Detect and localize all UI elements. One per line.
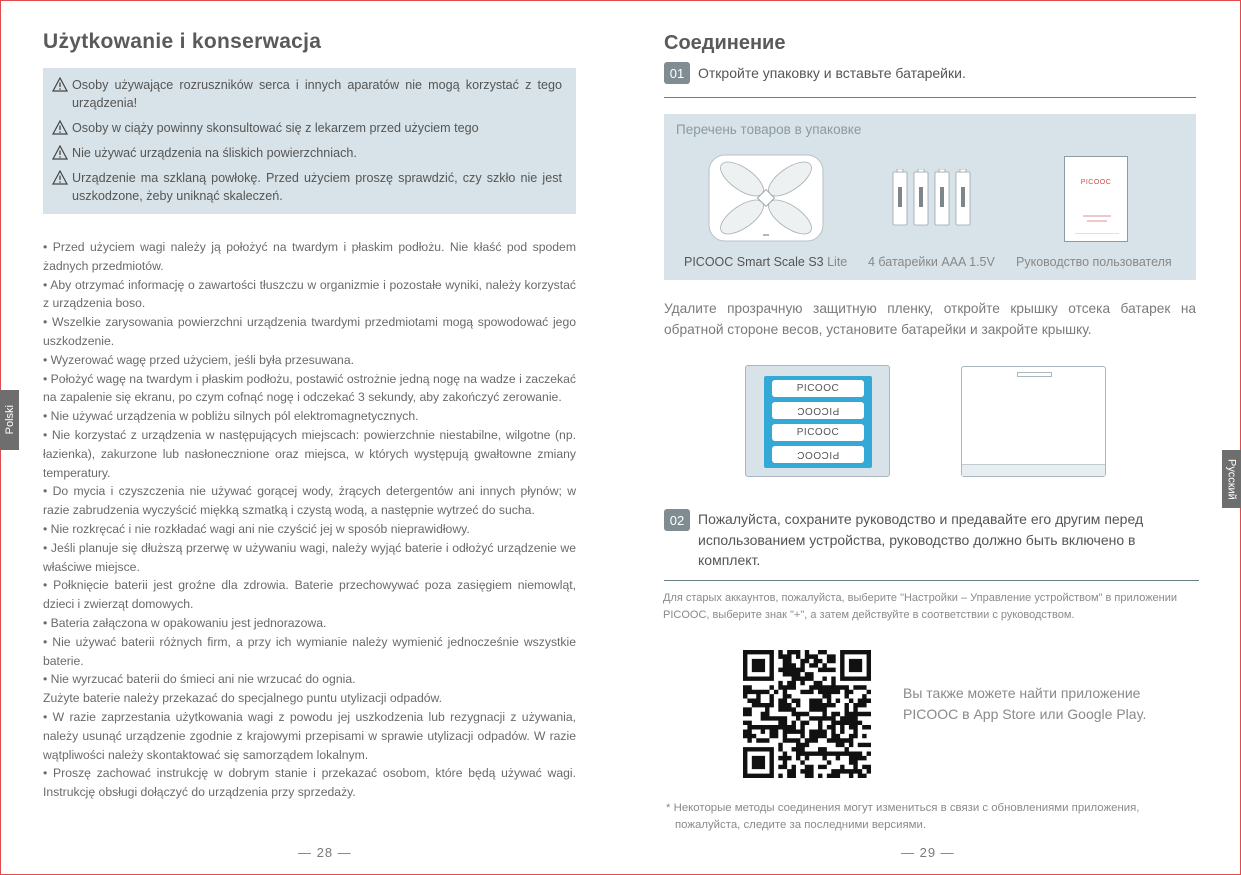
scale-back-closed-figure (961, 366, 1106, 477)
item-manual-label: Руководство пользователя (1016, 255, 1172, 269)
page-number-left: — 28 — (298, 845, 352, 860)
manual-text-line (1087, 220, 1107, 222)
step-1 (664, 62, 966, 84)
battery: PICOOC (772, 446, 864, 463)
step-2 (664, 509, 1196, 571)
list-item: • Nie używać baterii różnych firm, a przy ich wymianie należy wymienić jednocześnie wszystkie baterie. (43, 634, 576, 668)
list-item: • Nie korzystać z urządzenia w następujących miejscach: powierzchnie niestabilne, wilgotne (np. łazienka), zakurzone lub nasłonecznione oraz miejsca, w których występują gwałtowne zmiany temperatury. (43, 427, 576, 480)
manual-text-line (1083, 215, 1111, 217)
list-item: • W razie zaprzestania użytkowania wagi z powodu jej uszkodzenia lub rezygnacji z używania, należy usunąć urządzenie zgodnie z krajowymi przepisami w sprawie utylizacji odpadów. W razie wątpliwości należy skontaktować się samorządem lokalnym. (43, 709, 576, 762)
step-text: Пожалуйста, сохраните руководство и предавайте его другим перед использованием устройства, руководство должно быть включено в комплект. (698, 511, 1144, 568)
page-number-right: — 29 — (901, 845, 955, 860)
footnote: * Некоторые методы соединения могут измениться в связи с обновлениями приложения, пожалуйста, следите за последними версиями. (666, 802, 1140, 831)
language-tab-polish[interactable]: Polski (0, 390, 19, 450)
divider (664, 580, 1199, 581)
app-qr-code[interactable] (743, 650, 871, 778)
cover-latch (1017, 372, 1052, 377)
batteries-image (892, 169, 974, 227)
list-item: • Aby otrzymać informację o zawartości tłuszczu w organizmie i pozostałe wyniki, należy korzystać z urządzenia boso. (43, 277, 576, 311)
manual-logo: PICOOC (1080, 179, 1112, 186)
warning-item: Osoby używające rozruszników serca i innych aparatów nie mogą korzystać z tego urządzenia! (51, 76, 562, 112)
warning-item: Osoby w ciąży powinny skonsultować się z lekarzem przed użyciem tego (51, 119, 562, 137)
smart-scale-image (708, 154, 824, 242)
care-instructions-list (43, 238, 576, 802)
item-batteries-label: 4 батарейки AAA 1.5V (868, 255, 995, 269)
user-manual-image (1064, 156, 1128, 242)
list-item: Zużyte baterie należy przekazać do specjalnego puntu utylizacji odpadów. (43, 691, 443, 706)
divider (664, 97, 1196, 98)
scale-base-edge (962, 464, 1105, 476)
warning-triangle-icon (51, 120, 69, 135)
list-item: • Położyć wagę na twardym i płaskim podłożu, postawić ostrożnie jedną nogę na wadze i zaczekać na zapalenie się ekranu, po czym cofnąć nogę i odczekać 3 sekundy, aby zakończyć zerowanie. (43, 371, 576, 405)
page-title-russian: Соединение (664, 32, 786, 54)
step-number-badge: 02 (664, 509, 690, 531)
step-number-badge: 01 (664, 62, 690, 84)
list-item: • Przed użyciem wagi należy ją położyć na twardym i płaskim podłożu. Nie kłaść pod spodem żadnych przedmiotów. (43, 240, 576, 273)
page-title-polish: Użytkowanie i konserwacja (43, 30, 322, 53)
list-item: • Nie używać urządzenia w pobliżu silnych pól elektromagnetycznych. (43, 409, 419, 424)
old-account-note: Для старых аккаунтов, пожалуйста, выберите "Настройки – Управление устройством" в приложении PICOOC, выберите знак "+", а затем действуйте в соответствии с руководством. (663, 592, 1178, 621)
manual-text-line (1075, 233, 1119, 234)
list-item: • Proszę zachować instrukcję w dobrym stanie i przekazać osobom, które będą używać wagi. Instrukcję obsługi dołączyć do urządzenia przy sprzedaży. (43, 766, 576, 800)
battery: PICOOC (772, 424, 864, 441)
warning-triangle-icon (51, 170, 69, 185)
list-item: • Wyzerować wagę przed użyciem, jeśli była przesuwana. (43, 352, 355, 367)
package-contents-box (664, 114, 1196, 280)
battery: PICOOC (772, 380, 864, 397)
warning-triangle-icon (51, 145, 69, 160)
battery-compartment-figure (745, 365, 890, 477)
list-item: • Połknięcie baterii jest groźne dla zdrowia. Baterie przechowywać poza zasięgiem niemowląt, dzieci i zwierząt domowych. (43, 578, 576, 612)
package-contents-title: Перечень товаров в упаковке (676, 122, 862, 137)
battery-instruction: Удалите прозрачную защитную пленку, откройте крышку отсека батарек на обратной стороне весов, установите батарейки и закройте крышку. (664, 301, 1196, 337)
list-item: • Do mycia i czyszczenia nie używać gorącej wody, żrących detergentów ani innych płynów; w razie zabrudzenia wyczyścić miękką szmatką i czystą wodą, a następnie wytrzeć do sucha. (43, 484, 576, 518)
language-tab-russian[interactable]: Русский (1222, 450, 1241, 508)
item-scale-label: PICOOC Smart Scale S3 Lite (684, 255, 848, 269)
app-store-text: Вы также можете найти приложение PICOOC в App Store или Google Play. (903, 685, 1147, 722)
list-item: • Jeśli planuje się dłuższą przerwę w używaniu wagi, należy wyjąć baterie i odłożyć urządzenie we właściwe miejsce. (43, 540, 576, 574)
battery-tray (764, 376, 872, 468)
warning-box (43, 68, 576, 214)
battery: PICOOC (772, 402, 864, 419)
qr-modules (743, 650, 871, 778)
warning-item: Urządzenie ma szklaną powłokę. Przed użyciem proszę sprawdzić, czy szkło nie jest uszkodzone, żeby uniknąć skaleczeń. (51, 169, 562, 205)
list-item: • Nie rozkręcać i nie rozkładać wagi ani nie czyścić jej w sposób nieprawidłowy. (43, 521, 470, 536)
step-text: Откройте упаковку и вставьте батарейки. (698, 65, 966, 81)
warning-item: Nie używać urządzenia na śliskich powierzchniach. (51, 144, 562, 162)
list-item: • Wszelkie zarysowania powierzchni urządzenia twardymi przedmiotami mogą spowodować jego uszkodzenie. (43, 315, 576, 348)
list-item: • Nie wyrzucać baterii do śmieci ani nie wrzucać do ognia. (43, 672, 356, 687)
list-item: • Bateria załączona w opakowaniu jest jednorazowa. (43, 615, 327, 630)
warning-triangle-icon (51, 77, 69, 92)
